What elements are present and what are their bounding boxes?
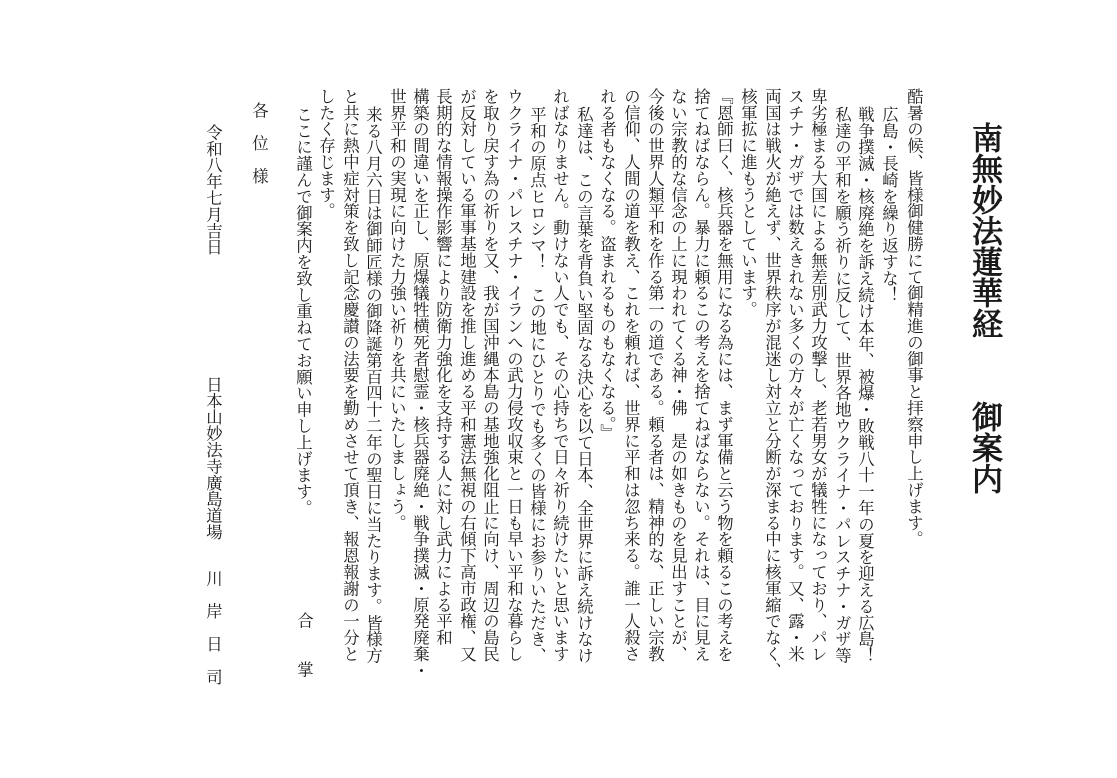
body-line-17: 平和の原点ヒロシマ！ この地にひとりでも多くの皆様にお参りいただき、	[527, 106, 547, 664]
body-line-16: ればなりません。動けない人でも、その心持ちで日々祈り続けたいと思います	[550, 88, 570, 662]
body-line-4: 私達の平和を願う祈りに反して、世界各地ウクライナ・パレスチナ・ガザ等	[832, 106, 852, 664]
body-line-5: 卑劣極まる大国による無差別武力攻撃し、老若男女が犠牲になっており、パレ	[808, 88, 828, 662]
body-line-19: を取り戻す為の祈りを又、我が国沖縄本島の基地強化阻止に向け、周辺の島民	[480, 88, 500, 662]
body-line-14: れる者もなくなる。盗まれるものもなくなる。』	[597, 88, 617, 441]
body-line-12: 今後の世界人類平和を作る第一の道である。頼る者は、精神的な、正しい宗教	[645, 88, 665, 662]
addressee: 各 位 様	[249, 102, 269, 184]
body-line-6: スチナ・ガザでは数えきれない多くの方々が亡くなっております。又、露・米	[785, 88, 805, 662]
body-line-27: ここに謹んで御案内を致し重ねてお願い申し上げます。	[293, 106, 313, 516]
body-line-18: ウクライナ・パレスチナ・イランへの武力侵攻収束と一日も早い平和な暮らし	[504, 88, 524, 662]
body-line-11: ない宗教的な信念の上に現われてくる神・佛 是の如きものを見出すことが、	[668, 88, 688, 662]
body-line-26: したく存じます。	[316, 88, 336, 220]
body-line-24: 来る八月六日は御師匠様の御降誕第百四十二年の聖日に当たります。皆様方	[363, 106, 383, 664]
sender-name: 川 岸 日 司	[203, 570, 223, 685]
body-line-10: 捨てねばならん。暴力に頼るこの考えを捨てねばならない。それは、目に見え	[691, 88, 711, 662]
body-line-2: 広島・長崎を繰り返すな！	[879, 106, 899, 303]
closing-gassho: 合 掌	[294, 612, 314, 678]
issue-date: 令和八年七月吉日	[203, 124, 223, 256]
body-line-21: 長期的な情報操作影響により防衛力強化を支持する人に対し武力による平和	[433, 88, 453, 646]
sender-organization: 日本山妙法寺廣島道場	[203, 376, 223, 540]
body-line-20: が反対している軍事基地建設を推し進める平和憲法無視の右傾下高市政権、又	[457, 88, 477, 662]
body-line-15: 私達は、この言葉を背負い堅固なる決心を以て日本、全世界に訴え続けなけ	[574, 106, 594, 664]
body-line-3: 戦争撲滅・核廃絶を訴え続け本年、被爆・敗戦八十一年の夏を迎える広島！	[855, 106, 875, 664]
body-line-7: 両国は戦火が絶えず、世界秩序が混迷し対立と分断が深まる中に核軍縮でなく、	[762, 88, 782, 679]
document-title: 南無妙法蓮華経 御案内	[966, 122, 1002, 494]
body-line-13: の信仰、人間の道を教え、これを頼れば、世界に平和は忽ち来る。誰一人殺さ	[621, 88, 641, 662]
body-line-23: 世界平和の実現に向けた力強い祈りを共にいたしましょう。	[387, 88, 407, 531]
body-line-1: 酷暑の候、皆様御健勝にて御精進の御事と拝察申し上げます。	[904, 88, 924, 548]
body-line-22: 構築の間違いを正し、原爆犠牲横死者慰霊・核兵器廃絶・戦争撲滅・原発廃棄・	[410, 88, 430, 679]
body-line-8: 核軍拡に進もうとしています。	[738, 88, 758, 318]
body-line-9: 『恩師曰く、核兵器を無用になる為には、まず軍備と云う物を頼るこの考えを	[714, 88, 734, 662]
body-line-25: と共に熱中症対策を致し記念慶讃の法要を勤めさせて頂き、報恩報謝の一分と	[340, 88, 360, 662]
